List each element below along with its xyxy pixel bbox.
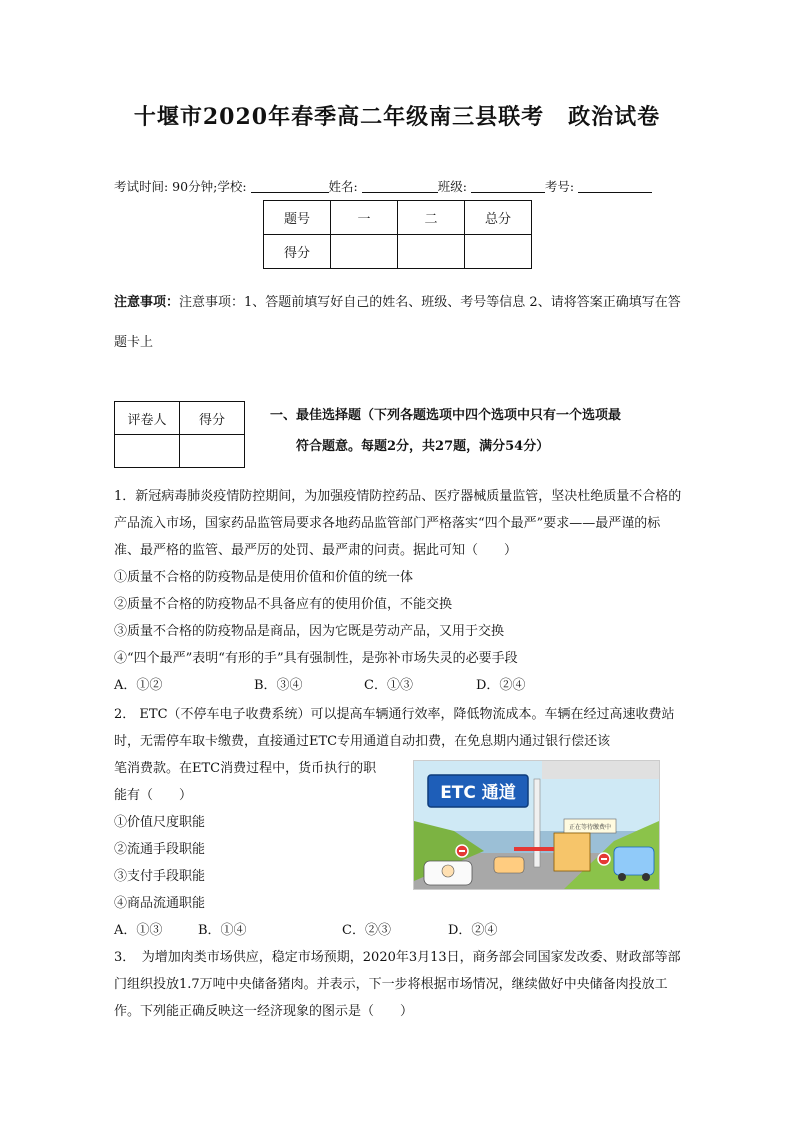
question-stem: 1．新冠病毒肺炎疫情防控期间，为加强疫情防控药品、医疗器械质量监管，坚决杜绝质量不合格的产品流入市场，国家药品监管局要求各地药品监管部门严格落实“四个最严”要求——最严谨的标准、最严格的监管、最严厉的处罚、最严肃的问责。据此可知（ ）	[114, 489, 682, 558]
class-label: 班级:	[437, 179, 467, 194]
barrier-gate	[514, 847, 554, 851]
score-cell[interactable]	[331, 235, 398, 269]
title-main: 十堰市2020年春季高二年级南三县联考	[133, 104, 545, 130]
option-a[interactable]: A．①③	[114, 923, 163, 938]
score-header-cell: 题号	[264, 201, 331, 235]
toll-booth	[554, 833, 590, 871]
etc-scene	[414, 761, 659, 889]
option-a[interactable]: A．①②	[114, 678, 163, 693]
question-1	[114, 483, 684, 699]
option-d[interactable]: D．②④	[476, 678, 526, 693]
statement: ③质量不合格的防疫物品是商品，因为它既是劳动产品，又用于交换	[114, 624, 505, 639]
option-b[interactable]: B．①④	[198, 923, 247, 938]
question-3	[114, 944, 684, 1025]
notice-text: 注意事项：1、答题前填写好自己的姓名、班级、考号等信息 2、请将答案正确填写在答题卡上	[114, 295, 681, 350]
exam-time: 考试时间: 90分钟;	[114, 179, 218, 194]
class-blank[interactable]	[471, 180, 545, 193]
exam-no-blank[interactable]	[578, 180, 652, 193]
grader-score-cell[interactable]	[180, 435, 245, 468]
score-table	[263, 200, 532, 269]
notice	[114, 283, 684, 363]
school-label: 学校:	[217, 179, 247, 194]
question-stem: 3． 为增加肉类市场供应，稳定市场预期，2020年3月13日，商务部会同国家发改委、财政部等部门组织投放1.7万吨中央储备猪肉。并表示，下一步将根据市场情况，继续做好中央储备肉投放工作。下列能正确反映这一经济现象的图示是（ ）	[114, 950, 681, 1019]
option-b[interactable]: B．③④	[254, 678, 303, 693]
name-blank[interactable]	[362, 180, 438, 193]
grader-table	[114, 401, 245, 468]
option-c[interactable]: C．①③	[364, 678, 413, 693]
answer-options	[114, 917, 684, 944]
option-c[interactable]: C．②③	[342, 923, 391, 938]
car-icon	[494, 857, 524, 873]
car-icon	[614, 847, 654, 875]
score-cell[interactable]	[465, 235, 532, 269]
option-d[interactable]: D．②④	[448, 923, 498, 938]
booth-panel-text: 正在等待缴费中	[568, 824, 612, 831]
score-header-cell: 一	[331, 201, 398, 235]
grader-score-header: 得分	[180, 402, 245, 435]
etc-sign-text: ETC 通道	[440, 783, 516, 803]
question-stem-cont: 能有（ ）	[114, 788, 193, 803]
etc-toll-illustration	[413, 760, 660, 890]
score-header-cell: 二	[398, 201, 465, 235]
statement: ②质量不合格的防疫物品不具备应有的使用价值，不能交换	[114, 597, 453, 612]
school-blank[interactable]	[251, 180, 329, 193]
question-stem-cont: 笔消费款。在ETC消费过程中，货币执行的职	[114, 761, 377, 776]
title-subject: 政治试卷	[568, 104, 661, 130]
statement: ③支付手段职能	[114, 869, 206, 884]
score-table-row	[264, 235, 532, 269]
statement: ①质量不合格的防疫物品是使用价值和价值的统一体	[114, 570, 414, 585]
statement: ①价值尺度职能	[114, 815, 206, 830]
section-title	[270, 400, 690, 462]
page-title	[0, 100, 794, 131]
statement: ④“四个最严”表明“有形的手”具有强制性，是弥补市场失灵的必要手段	[114, 651, 518, 666]
score-header-cell: 总分	[465, 201, 532, 235]
score-cell[interactable]	[398, 235, 465, 269]
notice-label: 注意事项：	[114, 295, 180, 310]
statement: ④商品流通职能	[114, 896, 206, 911]
exam-no-label: 考号:	[544, 179, 575, 194]
grader-header: 评卷人	[115, 402, 180, 435]
score-row-label: 得分	[264, 235, 331, 269]
score-table-header	[264, 201, 532, 235]
name-label: 姓名:	[328, 179, 358, 194]
section-title-line2: 符合题意。每题2分，共27题，满分54分）	[296, 439, 550, 454]
statement: ②流通手段职能	[114, 842, 206, 857]
answer-options	[114, 672, 684, 699]
question-stem: 2． ETC（不停车电子收费系统）可以提高车辆通行效率，降低物流成本。车辆在经过高速收费站时，无需停车取卡缴费，直接通过ETC专用通道自动扣费，在免息期内通过银行偿还该	[114, 707, 675, 749]
grader-cell[interactable]	[115, 435, 180, 468]
section-title-line1: 一、最佳选择题（下列各题选项中四个选项中只有一个选项最	[270, 408, 622, 423]
exam-info-line	[114, 177, 684, 195]
